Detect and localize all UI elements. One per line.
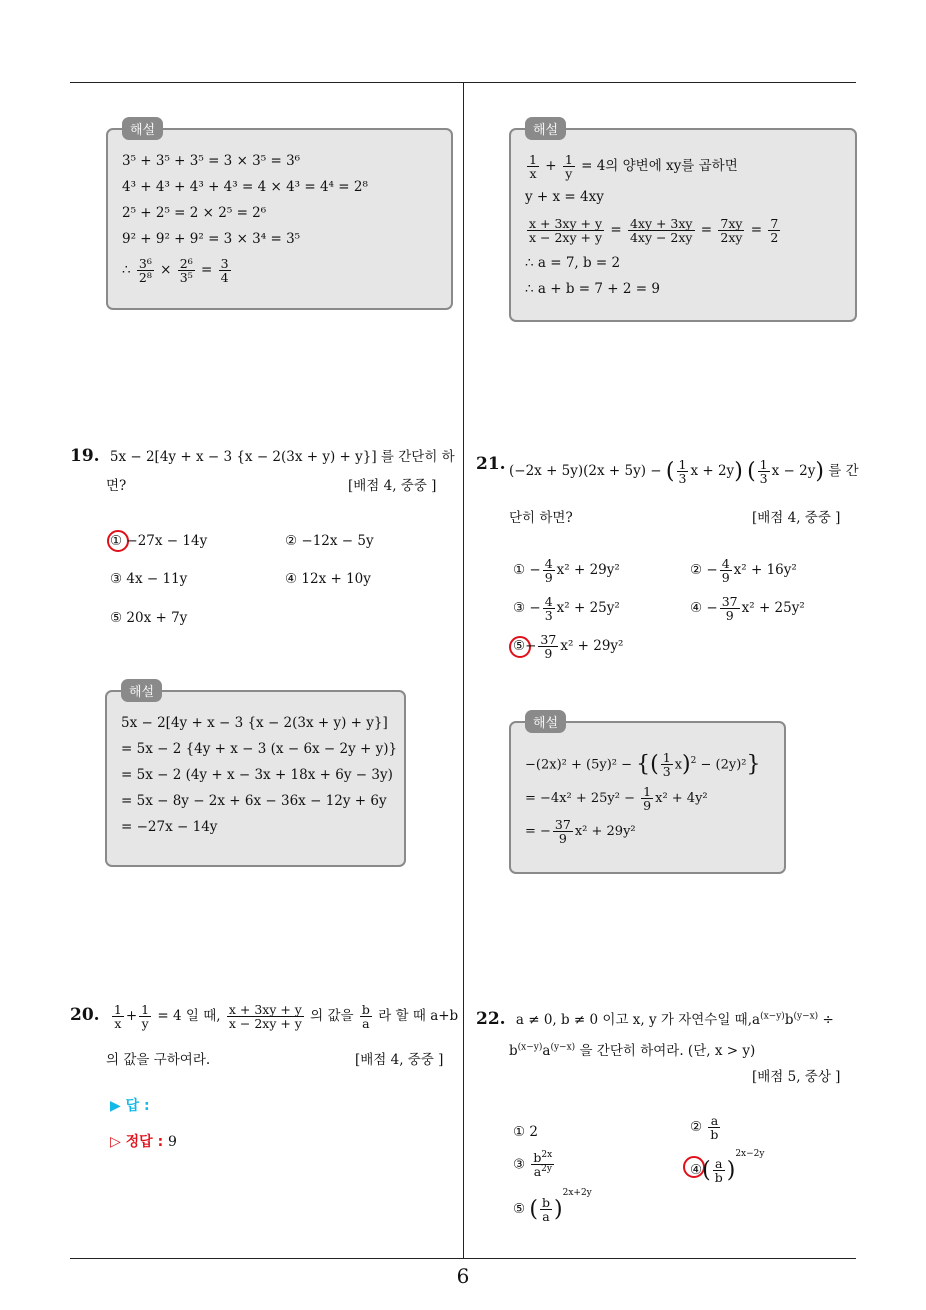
denominator — [531, 1165, 554, 1178]
question-text — [509, 458, 859, 485]
operator: × — [160, 262, 172, 278]
fraction — [219, 257, 231, 284]
fraction — [708, 1114, 720, 1141]
fraction — [531, 1151, 554, 1179]
option-1[interactable]: ① − $\frac{4}{9}$ x² + 29y² — [513, 556, 620, 586]
question-expr: b — [509, 1043, 518, 1059]
solution-line: 9² + 9² + 9² = 3 × 3⁴ = 3⁵ — [122, 231, 301, 247]
option-number: ② — [690, 1119, 703, 1136]
solution-line: = 5x − 2 (4y + x − 3x + 18x + 6y − 3y) — [121, 767, 393, 783]
solution-line: 2⁵ + 2⁵ = 2 × 2⁵ = 2⁶ — [122, 205, 267, 221]
question-number: 22. — [476, 1009, 506, 1029]
question-meta: [배점 4, 중중 ] — [355, 1052, 444, 1068]
correct-label: ▷ 정답 : — [110, 1134, 164, 1150]
question-expr: b — [784, 1012, 794, 1028]
solution-expr: −(2x)² + (5y)² − — [525, 757, 633, 773]
numerator: 4 — [544, 594, 553, 609]
solution-tag: 해설 — [122, 117, 163, 140]
option-5[interactable] — [513, 1188, 592, 1223]
option-text: x² + 29y² — [560, 638, 624, 655]
denominator: x − 2xy + y — [529, 230, 603, 245]
exponent: 2y — [541, 1164, 552, 1175]
question-22 — [476, 1008, 834, 1029]
numerator: 1 — [678, 457, 687, 472]
option-number: ③ — [513, 1156, 526, 1173]
question-expr: a — [752, 1012, 761, 1028]
numerator: 7 — [770, 215, 779, 231]
denominator: 2 — [770, 230, 779, 245]
denominator: 2xy — [720, 230, 743, 245]
question-20 — [70, 1003, 460, 1030]
exponent: 2 — [690, 756, 697, 766]
denominator: a — [542, 1209, 550, 1224]
fraction — [641, 785, 653, 812]
paren: ( — [650, 751, 659, 777]
numerator: b — [361, 1002, 370, 1017]
question-text: 을 간단히 하여라. (단, x > y) — [575, 1043, 756, 1059]
option-1[interactable]: ① 2 — [513, 1124, 538, 1140]
solution-tag: 해설 — [121, 679, 162, 702]
paren: ) — [734, 459, 743, 485]
numerator: 1 — [564, 151, 573, 167]
question-text-cont: 면? — [106, 478, 127, 494]
option-text: x² + 25y² — [741, 600, 805, 617]
solution-line: 5x − 2[4y + x − 3 {x − 2(3x + y) + y}] — [121, 715, 388, 731]
numerator: 1 — [141, 1002, 150, 1017]
question-expr: x − 2y — [771, 463, 816, 480]
numerator: a — [708, 1114, 720, 1128]
fraction — [538, 633, 558, 660]
numerator: 2⁶ — [179, 255, 193, 271]
numerator: 7xy — [720, 215, 743, 231]
solution-expr: x² + 4y² — [655, 791, 708, 806]
solution-expr: x — [674, 757, 683, 773]
exponent: (x−y) — [517, 1042, 543, 1053]
paren: ) — [682, 751, 691, 777]
option-number: ① — [513, 562, 526, 579]
question-text: a ≠ 0, b ≠ 0 이고 x, y 가 자연수일 때, — [515, 1012, 753, 1028]
exponent: (y−x) — [793, 1011, 819, 1022]
denominator: 9 — [558, 831, 567, 846]
question-text: 를 간 — [828, 463, 859, 480]
solution-line: 4³ + 4³ + 4³ + 4³ = 4 × 4³ = 4⁴ = 2⁸ — [122, 179, 368, 195]
denominator: y — [141, 1016, 149, 1032]
numerator: 37 — [721, 594, 738, 609]
question-text: 의 값을 — [310, 1008, 354, 1025]
fraction — [720, 557, 732, 584]
question-text-cont: 의 값을 구하여라. — [106, 1052, 211, 1068]
question-number: 19. — [70, 446, 100, 466]
option-1[interactable]: ① −27x − 14y — [110, 533, 208, 549]
option-4[interactable]: ④ − $\frac{37}{9}$ x² + 25y² — [690, 594, 805, 624]
question-meta: [배점 4, 중중 ] — [752, 510, 841, 526]
question-expr: (−2x + 5y)(2x + 5y) − — [509, 463, 662, 480]
solution-line: y + x = 4xy — [525, 189, 604, 205]
fraction — [543, 595, 555, 622]
numerator: 1 — [759, 457, 768, 472]
denominator: y — [565, 166, 573, 181]
brace: } — [746, 751, 761, 777]
denominator: 9 — [725, 608, 734, 624]
fraction — [543, 557, 555, 584]
solution-line — [525, 783, 770, 815]
option-2[interactable]: ② − $\frac{4}{9}$ x² + 16y² — [690, 556, 797, 586]
paren: ( — [702, 1158, 711, 1183]
exponent: 2x+2y — [562, 1188, 592, 1198]
fraction — [758, 458, 770, 485]
solution-expr: = − — [525, 824, 551, 839]
option-number: ③ — [513, 600, 526, 617]
option-4[interactable]: ④ 12x + 10y — [285, 571, 371, 587]
option-3[interactable]: ③ − $\frac{4}{3}$ x² + 25y² — [513, 594, 620, 624]
denominator: a — [362, 1016, 370, 1032]
numerator: 3⁶ — [138, 255, 152, 271]
bottom-rule — [70, 1258, 856, 1259]
solution-expr: − (2y)² — [700, 757, 747, 773]
solution-box-18 — [106, 123, 453, 310]
option-number: ⑤ — [513, 1201, 526, 1217]
question-number: 20. — [70, 1005, 100, 1026]
numerator-base: b — [533, 1150, 542, 1166]
fraction — [227, 1003, 304, 1030]
brace: { — [636, 751, 651, 777]
denominator: 9 — [643, 798, 652, 813]
question-text-cont: 단히 하면? — [509, 510, 573, 526]
option-2[interactable]: ② −12x − 5y — [285, 533, 374, 549]
denominator: 4 — [220, 270, 229, 285]
fraction — [360, 1003, 372, 1030]
denominator: 2⁸ — [138, 270, 152, 285]
paren: ( — [529, 1197, 538, 1222]
correct-value: 9 — [168, 1134, 177, 1150]
question-meta: [배점 5, 중상 ] — [752, 1069, 841, 1085]
option-2[interactable] — [690, 1114, 722, 1141]
denominator: x − 2xy + y — [228, 1016, 302, 1032]
option-number: ④ — [690, 1162, 703, 1178]
solution-line: = 5x − 2 {4y + x − 3 (x − 6x − 2y + y)} — [121, 741, 398, 757]
exponent: 2x — [541, 1150, 553, 1160]
option-5[interactable]: ⑤− $\frac{37}{9}$ x² + 29y² — [513, 632, 624, 662]
question-meta: [배점 4, 중중 ] — [348, 478, 437, 494]
numerator: 4 — [721, 556, 730, 571]
denominator: x — [114, 1016, 122, 1032]
denominator: 9 — [721, 570, 730, 586]
solution-line — [525, 815, 770, 849]
page-number: 6 — [456, 1264, 470, 1288]
question-text: = 4 일 때, — [157, 1008, 221, 1025]
denominator-base: a — [533, 1164, 542, 1180]
numerator: 37 — [540, 632, 557, 647]
numerator: a — [713, 1157, 725, 1171]
fraction — [677, 458, 689, 485]
solution-line — [525, 739, 770, 783]
solution-expr: x² + 29y² — [574, 824, 636, 839]
denominator: b — [714, 1170, 723, 1185]
therefore-symbol: ∴ — [122, 262, 131, 278]
paren: ( — [747, 459, 756, 485]
question-expr: a — [542, 1043, 551, 1059]
question-text-cont — [509, 1039, 755, 1059]
operator: = — [201, 262, 213, 278]
solution-line: = −27x − 14y — [121, 819, 218, 835]
numerator — [531, 1151, 554, 1165]
question-text: 라 할 때 a+b — [378, 1008, 459, 1025]
fraction — [628, 217, 695, 244]
denominator: 3 — [759, 471, 768, 487]
exponent: (x−y) — [760, 1011, 785, 1022]
column-divider — [463, 82, 464, 1258]
denominator: b — [710, 1127, 719, 1143]
correct-answer — [110, 1131, 177, 1151]
numerator: 1 — [529, 151, 537, 167]
numerator: 4xy + 3xy — [629, 215, 693, 231]
option-text: x² + 16y² — [733, 562, 797, 579]
option-3[interactable]: ③ 4x − 11y — [110, 571, 188, 587]
fraction — [713, 1157, 725, 1184]
solution-line: ∴ a = 7, b = 2 — [525, 255, 621, 271]
denominator: 9 — [544, 570, 553, 586]
solution-box-21 — [509, 716, 786, 874]
question-expr: x + 2y — [690, 463, 735, 480]
option-number: ⑤ — [513, 638, 526, 655]
operator: + — [545, 158, 557, 174]
option-3[interactable] — [513, 1151, 556, 1179]
fraction — [661, 751, 673, 778]
solution-line: $\frac{x + 3xy + y}{x - 2xy + y}$ = $\frac{4xy + 3xy}{4xy - 2xy}$ = $\frac{7xy}{2xy}$ = $\frac{7}{2}$ — [529, 215, 779, 245]
paren: ) — [815, 459, 824, 485]
numerator: 1 — [662, 750, 671, 766]
numerator: 1 — [643, 783, 652, 799]
option-5[interactable]: ⑤ 20x + 7y — [110, 610, 188, 626]
solution-line: = 5x − 8y − 2x + 6x − 36x − 12y + 6y — [121, 793, 387, 809]
option-number: ② — [690, 562, 703, 579]
solution-line — [525, 148, 841, 184]
fraction — [527, 153, 539, 180]
option-number: ④ — [690, 600, 703, 617]
fraction — [563, 153, 575, 180]
numerator: 1 — [113, 1002, 122, 1017]
paren: ) — [554, 1197, 563, 1222]
solution-tag: 해설 — [525, 710, 566, 733]
denominator: 3 — [662, 764, 671, 780]
denominator: 9 — [544, 646, 553, 662]
paren: ) — [726, 1158, 736, 1183]
fraction — [527, 217, 604, 244]
numerator: b — [542, 1194, 551, 1210]
solution-box-17 — [509, 123, 857, 322]
exponent: (y−x) — [550, 1042, 576, 1053]
fraction — [720, 595, 740, 622]
solution-expr: = −4x² + 25y² − — [525, 791, 636, 806]
denominator: 3⁵ — [179, 270, 193, 285]
option-4[interactable] — [690, 1149, 764, 1184]
question-text: 5x − 2[4y + x − 3 {x − 2(3x + y) + y}] 를 간단히 하 — [109, 449, 455, 465]
solution-line: 3⁵ + 3⁵ + 3⁵ = 3 × 3⁵ = 3⁶ — [122, 153, 301, 169]
numerator: 3 — [220, 255, 229, 271]
solution-line: ∴ a + b = 7 + 2 = 9 — [525, 281, 660, 297]
numerator: x + 3xy + y — [228, 1002, 302, 1017]
operator: ÷ — [822, 1012, 834, 1028]
question-19 — [70, 445, 456, 466]
fraction — [553, 818, 573, 845]
answer-label: ▶ 답 : — [110, 1098, 150, 1114]
denominator: x — [529, 166, 537, 181]
fraction — [718, 217, 744, 244]
solution-tag: 해설 — [525, 117, 566, 140]
option-text: x² + 29y² — [556, 562, 620, 579]
numerator: 4 — [544, 556, 553, 571]
operator: + — [125, 1008, 138, 1025]
denominator: 3 — [544, 608, 553, 624]
solution-box-19 — [105, 685, 406, 867]
solution-text: = 4의 양변에 xy를 곱하면 — [581, 158, 738, 174]
question-number: 21. — [476, 454, 506, 474]
fraction — [178, 257, 195, 284]
fraction — [139, 1003, 151, 1030]
solution-line-final — [122, 252, 437, 288]
fraction — [768, 217, 780, 244]
fraction — [112, 1003, 124, 1030]
option-text: x² + 25y² — [556, 600, 620, 617]
denominator: 4xy − 2xy — [629, 230, 693, 245]
fraction — [540, 1196, 552, 1223]
paren: ( — [665, 459, 675, 485]
exponent: 2x−2y — [735, 1149, 765, 1159]
numerator: 37 — [554, 816, 571, 832]
fraction — [137, 257, 154, 284]
denominator: 3 — [678, 471, 687, 487]
numerator: x + 3xy + y — [529, 215, 603, 231]
